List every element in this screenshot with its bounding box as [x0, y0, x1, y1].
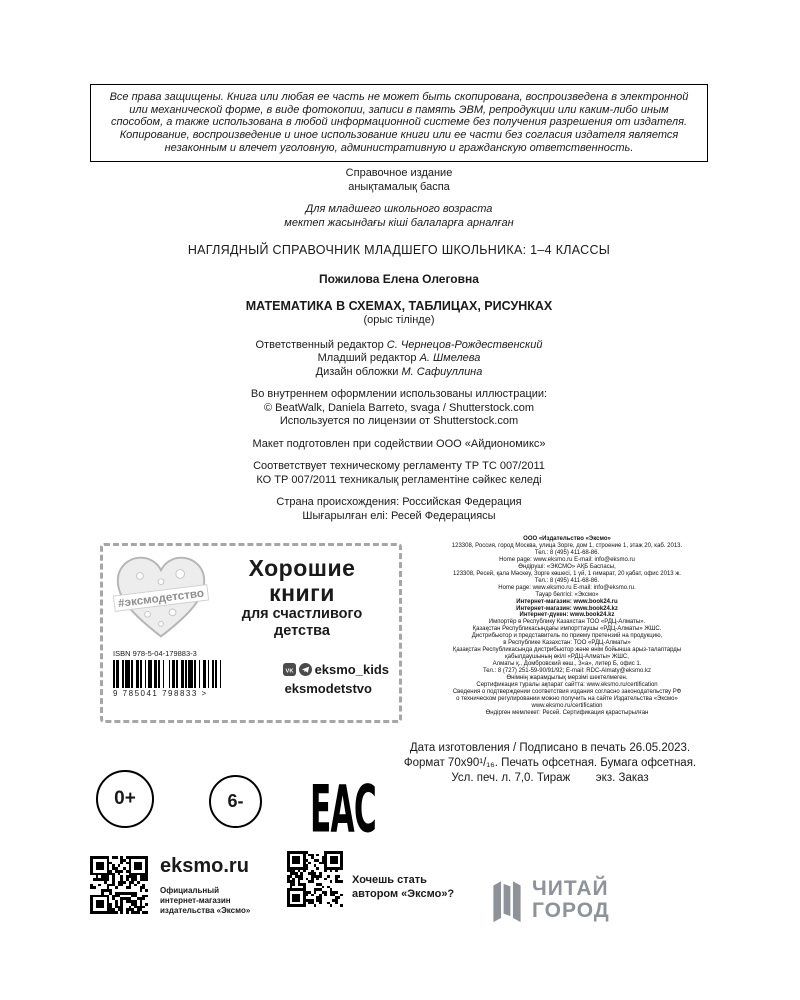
illustrations-line: Во внутреннем оформлении использованы иллюстрации:: [250, 388, 548, 400]
publisher-line: қабылдаушының өкілі «РДЦ-Алматы» ЖШС,: [505, 654, 629, 661]
regulation-line: Соответствует техническому регламенту ТР ТС 007/2011: [253, 460, 545, 472]
become-author-line: автором «Эксмо»?: [352, 888, 455, 900]
edition-audience: [90, 203, 708, 230]
telegram-icon: [299, 663, 312, 676]
stamp-headline: [215, 556, 389, 640]
illustrations-line: © BeatWalk, Daniela Barreto, svaga / Shutterstock.com: [264, 401, 534, 414]
illustrations-block: [90, 388, 708, 429]
age-mark-6: 6-: [209, 775, 262, 828]
become-author-text: [352, 873, 454, 901]
regulation-block: [90, 460, 708, 487]
eksmo-store-description: [160, 886, 250, 916]
stamp-hashtag: #эксмодетство: [117, 587, 204, 611]
book-author: Пожилова Елена Олеговна: [319, 272, 479, 286]
publisher-line: Home page: www.eksmo.ru E-mail: info@eksmo.ru.: [498, 584, 636, 591]
credits-block: [90, 339, 708, 380]
credit-name: А. Шмелева: [419, 352, 481, 364]
age-mark-0plus: 0+: [96, 770, 154, 828]
layout-note: Макет подготовлен при содействии ООО «Айдиономикс»: [252, 437, 546, 450]
isbn-label: ISBN 978-5-04-179883-3: [113, 649, 197, 658]
edition-type-ru: Справочное издание: [345, 167, 453, 179]
publisher-line: Сведения о подтверждении соответствия издания согласно законодательству РФ: [452, 688, 682, 695]
credit-line: [90, 339, 708, 353]
publisher-line: Home page: www.eksmo.ru E-mail: info@eksmo.ru: [499, 556, 635, 563]
copyright-notice: [90, 84, 708, 162]
edition-type: [90, 167, 708, 194]
print-format-line: Формат 70x90¹/₁₆. Печать офсетная. Бумага офсетная.: [403, 756, 697, 769]
headline-word: для счастливого: [241, 606, 363, 622]
chitai-gorod-icon: [490, 876, 524, 924]
imprint-body: [90, 167, 708, 532]
publisher-line: Сертификация туралы ақпарат сайтта: www.eksmo.ru/certification: [476, 682, 658, 689]
publisher-line: Тауар белгісі: «Эксмо»: [535, 591, 599, 598]
eksmo-site-label: eksmo.ru: [160, 855, 249, 877]
credit-line: [90, 352, 708, 366]
publisher-line: о техническом регулировании можно получить на сайте Издательства «Эксмо»: [456, 695, 678, 702]
heart-doodle-icon: [113, 554, 209, 642]
eksmo-store-qr-code: [88, 854, 150, 916]
publisher-line: Қазақстан Республикасындағы импорттаушы «РДЦ-Алматы» ЖШС.: [472, 626, 662, 633]
print-date-line: Дата изготовления / Подписано в печать 26.05.2023.: [409, 742, 691, 754]
series-title: НАГЛЯДНЫЙ СПРАВОЧНИК МЛАДШЕГО ШКОЛЬНИКА: 1–4 КЛАССЫ: [187, 243, 611, 257]
publisher-line: Өнімнің жарамдылық мерзімі шектелмеген.: [506, 675, 628, 682]
publisher-line: 123308, Россия, город Москва, улица Зорге, дом 1, строение 1, этаж 20, каб. 2013.: [451, 542, 683, 549]
svg-text:VK: VK: [285, 668, 294, 675]
publisher-line: Дистрибьютор и представитель по приему претензий на продукцию,: [471, 633, 663, 640]
headline-word: книги: [269, 580, 335, 606]
headline-word: детства: [274, 623, 330, 639]
publisher-line: Интернет-магазин: www.book24.kz: [516, 605, 618, 612]
origin-line-kz: Шығарылған елі: Ресей Федерациясы: [302, 509, 496, 522]
credit-name: С. Чернецов-Рождественский: [386, 338, 543, 351]
credit-role: Ответственный редактор: [255, 338, 384, 351]
publisher-line: Тел.: 8 (495) 411-68-86.: [534, 549, 600, 556]
publisher-line: Өндіруші: «ЭКСМО» АҚБ Баспасы,: [518, 563, 616, 570]
origin-block: [90, 496, 708, 523]
publisher-line: Тел.: 8 (727) 251-59-90/91/92; E-mail: RDC-Almaty@eksmo.kz: [482, 668, 652, 675]
publisher-line: ООО «Издательство «Эксмо»: [523, 536, 611, 542]
publisher-line: Интернет-дүкен: www.book24.kz: [519, 612, 615, 619]
publisher-line: Тел.: 8 (495) 411-68-86.: [534, 577, 600, 584]
publisher-line: Импортёр в Республику Казахстан ТОО «РДЦ-Алматы».: [488, 619, 646, 626]
headline-word: Хорошие: [248, 555, 356, 581]
ean-barcode: [113, 660, 225, 688]
isbn-block: [113, 649, 225, 698]
credit-role: Дизайн обложки: [315, 365, 399, 378]
credit-line: [90, 366, 708, 380]
publisher-line: Өндірген мемлекет: Ресей. Сертификация қарастырылған: [485, 709, 649, 716]
eksmo-kids-stamp: [100, 543, 402, 723]
publisher-line: www.eksmo.ru/certification: [531, 702, 603, 709]
eksmo-desc-line: Официальный: [160, 886, 220, 895]
vk-icon: [283, 663, 296, 676]
publisher-line: Интернет-магазин: www.book24.ru: [516, 598, 618, 605]
eksmo-desc-line: издательства «Эксмо»: [160, 906, 251, 915]
chitai-gorod-wordmark: [532, 878, 610, 922]
print-run-info: [392, 741, 708, 785]
book-title-block: [90, 299, 708, 328]
social-handle-kids: eksmo_kids: [314, 662, 389, 677]
social-block: [283, 662, 389, 698]
chitai-word: ГОРОД: [532, 899, 610, 922]
social-line: [283, 662, 389, 677]
eksmo-desc-line: интернет-магазин: [160, 896, 231, 905]
regulation-line: КО ТР 007/2011 техникалық регламентіне сәйкес келеді: [256, 473, 542, 486]
copyright-text: Все права защищены. Книга или любая ее часть не может быть скопирована, воспроизведена в электронной или механической форме, в виде фотокопии, записи в память ЭВМ, репродукции или каким-либо иным способом, а также использована в любой информационной системе без получения разрешения от издателя. Копирование, воспроизведение и иное использование книги или ее части без согласия издателя является незаконным и влечет уголовную, административную и гражданскую ответственность.: [109, 91, 689, 154]
credit-role: Младший редактор: [317, 352, 417, 364]
credit-name: М. Сафиуллина: [401, 365, 483, 378]
social-handle-detstvo: eksmodetstvo: [284, 681, 372, 696]
chitai-gorod-logo: [490, 876, 610, 924]
eac-conformity-mark: ЕАС: [310, 773, 377, 848]
audience-kz: мектеп жасындағы кіші балаларға арналған: [284, 216, 514, 229]
publisher-line: 123308, Ресей, қала Мәскеу, Зорге көшесі, 1 үй, 1 ғимарат, 20 қабат, офис 2013 ж.: [453, 570, 681, 577]
book-title: МАТЕМАТИКА В СХЕМАХ, ТАБЛИЦАХ, РИСУНКАХ: [245, 299, 553, 313]
origin-line-ru: Страна происхождения: Российская Федерация: [276, 496, 522, 508]
stamp-bottom: [113, 649, 389, 698]
audience-ru: Для младшего школьного возраста: [305, 203, 493, 215]
book-title-language: (орыс тілінде): [363, 314, 435, 326]
chitai-word: ЧИТАЙ: [532, 877, 609, 900]
become-author-qr-code: [285, 849, 345, 909]
barcode-digits: 9 785041 798833 >: [113, 689, 208, 698]
publisher-info: [424, 536, 710, 717]
illustrations-line: Используется по лицензии от Shutterstock.com: [279, 415, 519, 427]
publisher-line: Алматы қ., Домбровский көш., 3«а», литер Б, офис 1.: [492, 661, 642, 668]
publisher-line: в Республике Казахстан: ТОО «РДЦ-Алматы»: [503, 640, 631, 647]
print-run-line: Усл. печ. л. 7,0. Тираж экз. Заказ: [451, 771, 649, 784]
publisher-line: Қазақстан Республикасында дистрибьютор және өнім бойынша арыз-талаптарды: [452, 647, 682, 654]
edition-type-kz: анықтамалық баспа: [348, 180, 450, 193]
become-author-line: Хочешь стать: [352, 874, 427, 886]
stamp-top: [113, 554, 389, 642]
